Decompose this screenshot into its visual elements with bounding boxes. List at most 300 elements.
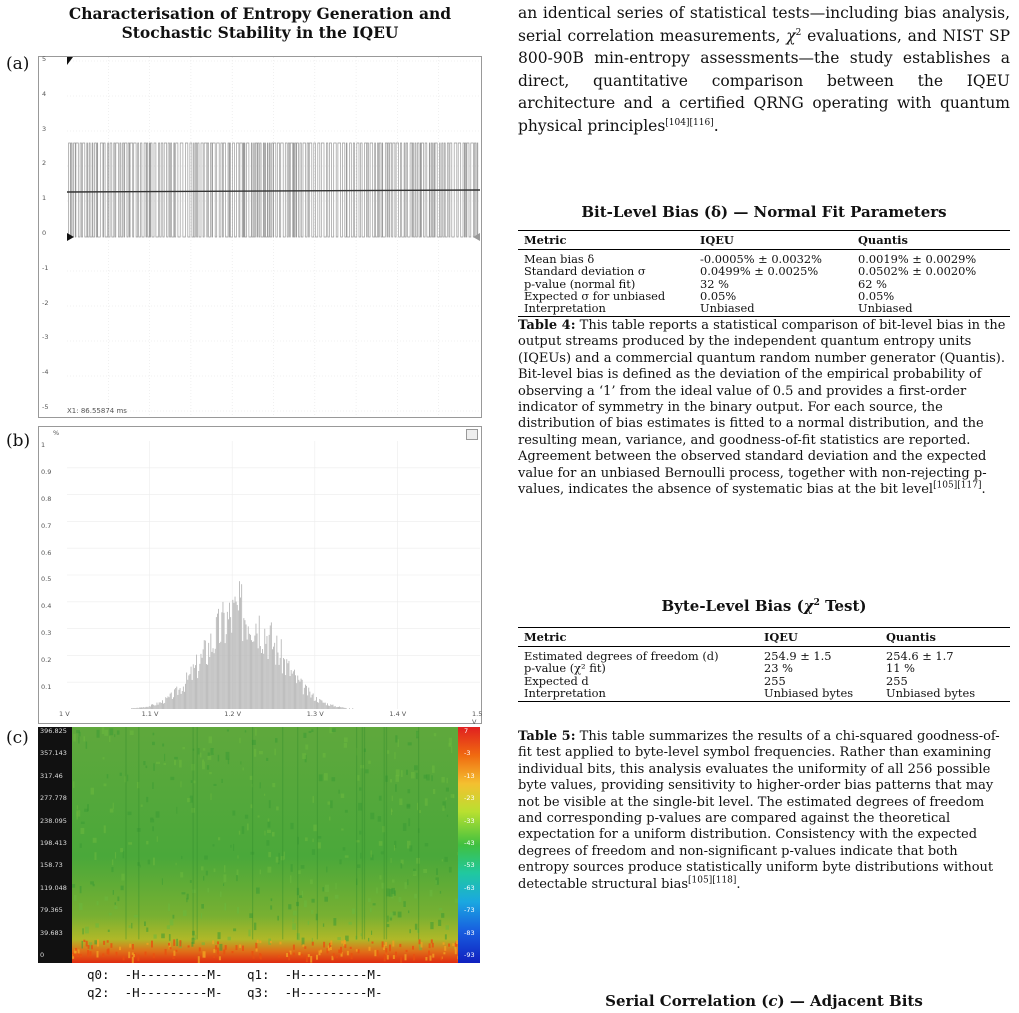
histogram-bar: [147, 707, 148, 709]
spectrogram-cell: [120, 773, 122, 776]
histogram-bar: [318, 703, 319, 709]
spectrogram-low-band: [358, 949, 360, 953]
spectrogram-cell: [426, 774, 430, 780]
spectrogram-cell: [245, 730, 246, 732]
spectrogram-cell: [343, 847, 346, 850]
spectrogram-cell: [442, 806, 444, 811]
spectrogram-cell: [305, 837, 308, 841]
caption-label: Table 5:: [518, 729, 576, 744]
histogram-bar: [214, 653, 215, 709]
spectrogram-cell: [276, 857, 279, 863]
table5-header: Metric: [518, 628, 758, 647]
spectrogram-cell: [207, 888, 209, 893]
histogram-bar: [261, 653, 262, 709]
spectrogram-cell: [335, 895, 339, 899]
histogram-bar: [188, 675, 189, 709]
spectrogram-cell: [198, 748, 200, 755]
spectrogram-cell: [203, 748, 206, 751]
spectrogram-cell: [403, 823, 407, 831]
histogram-bar: [269, 635, 270, 709]
spectrogram-cell: [409, 929, 411, 933]
spectrogram-cell: [219, 944, 222, 951]
spectrogram-cell: [272, 783, 275, 787]
panel-label-b: (b): [6, 431, 31, 451]
histogram-bar: [232, 600, 233, 709]
spectrogram-cell: [221, 779, 222, 783]
histogram-bar: [234, 603, 235, 709]
qubit-line-q0: [87, 967, 222, 982]
histogram-bar: [177, 695, 178, 709]
spectrogram-low-band: [173, 951, 175, 956]
spectrogram-low-band: [444, 946, 446, 951]
spectrogram-cell: [309, 731, 312, 733]
spectrogram-column: [384, 727, 385, 939]
histogram-bar: [176, 687, 177, 709]
colorbar-tick-label: -23: [464, 794, 475, 803]
histogram-bar: [132, 708, 133, 709]
histogram-bar: [144, 708, 145, 709]
spectrogram-column: [356, 727, 357, 939]
histogram-bar: [287, 663, 288, 709]
spectrogram-cell: [395, 735, 397, 742]
spectrogram-low-band: [336, 956, 338, 958]
histogram-bar: [270, 626, 271, 709]
spectrogram-low-band: [217, 941, 219, 944]
colorbar-tick-label: -73: [464, 906, 475, 915]
histogram-bar: [149, 706, 150, 709]
spectrogram-cell: [326, 867, 327, 873]
spectrogram-low-band: [239, 945, 241, 948]
spectrogram-cell: [72, 884, 75, 888]
spectrogram-low-band: [351, 953, 353, 959]
histogram-bar: [213, 648, 214, 709]
spectrogram-cell: [445, 798, 447, 800]
histogram-bar: [305, 685, 306, 709]
spectrogram-column: [197, 727, 198, 939]
spectrogram-cell: [228, 937, 231, 941]
y-tick-label: 0: [40, 951, 45, 959]
spectrogram-low-band: [253, 956, 255, 959]
spectrogram-low-band: [145, 952, 147, 957]
histogram-bar: [137, 708, 138, 709]
y-tick-label: 0.4: [41, 602, 52, 611]
spectrogram-cell: [291, 864, 293, 872]
spectrogram-low-band: [133, 954, 135, 957]
histogram-bar: [308, 688, 309, 709]
histogram-bar: [207, 665, 208, 709]
histogram-bar: [259, 616, 260, 709]
spectrogram-cell: [182, 747, 185, 749]
spectrogram-cell: [245, 815, 248, 819]
spectrogram-cell: [179, 760, 182, 768]
spectrogram-low-band: [306, 956, 308, 962]
spectrogram-cell: [442, 859, 443, 861]
spectrogram-cell: [379, 796, 382, 801]
histogram-bar: [278, 653, 279, 709]
y-tick-label: 0.2: [41, 656, 52, 665]
y-tick-label: 0.7: [41, 521, 52, 530]
spectrogram-cell: [113, 803, 114, 809]
spectrogram-cell: [310, 879, 313, 884]
spectrogram-low-band: [259, 953, 261, 958]
histogram-bar: [284, 659, 285, 709]
spectrogram-cell: [276, 806, 279, 810]
table-cell: Unbiased: [694, 302, 852, 317]
table-cell: 255: [886, 673, 908, 688]
spectrogram-cell: [128, 812, 132, 816]
spectrogram-low-band: [382, 941, 384, 947]
histogram-bar: [309, 692, 310, 709]
spectrogram-low-band: [137, 955, 139, 961]
table-cell: 32 %: [700, 276, 729, 291]
histogram-bar: [170, 694, 171, 709]
spectrogram-low-band: [405, 954, 407, 960]
spectrogram-cell: [224, 865, 225, 872]
colorbar-tick-label: -43: [464, 839, 475, 847]
spectrogram-cell: [239, 831, 240, 835]
spectrogram-low-band: [215, 945, 217, 949]
spectrogram-cell: [268, 821, 271, 827]
table-cell: Expected d: [524, 673, 589, 688]
spectrogram-cell: [432, 765, 435, 773]
spectrogram-cell: [352, 908, 355, 914]
spectrogram-cell: [259, 751, 263, 754]
table-row: [518, 662, 1010, 674]
spectrogram-cell: [398, 739, 399, 747]
histogram-bar: [317, 702, 318, 709]
table-cell: 0.0499% ± 0.0025%: [700, 264, 819, 279]
spectrogram-cell: [87, 804, 89, 811]
histogram-bar: [338, 707, 339, 709]
spectrogram-cell: [80, 843, 82, 848]
colorbar-tick-label: -63: [464, 883, 475, 892]
spectrogram-low-band: [280, 942, 282, 945]
spectrogram-low-band: [372, 942, 374, 944]
histogram-bar: [204, 640, 205, 709]
histogram-bar: [136, 708, 137, 709]
histogram-bar: [217, 614, 218, 709]
qubit-pattern: -H---------M-: [124, 985, 223, 1000]
spectrogram-low-band: [212, 940, 214, 944]
spectrogram-cell: [392, 796, 393, 801]
histogram-bar: [140, 708, 141, 709]
spectrogram-cell: [401, 770, 403, 777]
spectrogram-cell: [275, 738, 278, 743]
histogram-bar: [345, 708, 346, 709]
histogram-bar: [180, 688, 181, 709]
spectrogram-cell: [318, 836, 322, 839]
spectrogram-low-band: [128, 952, 130, 958]
histogram-bar: [344, 708, 345, 709]
table-row: [518, 675, 1010, 687]
spectrogram-low-band: [198, 956, 200, 963]
histogram-bar: [181, 694, 182, 709]
table5: [518, 627, 1010, 702]
spectrogram-cell: [391, 808, 392, 815]
intro-refs[interactable]: [104][116]: [665, 117, 714, 128]
histogram-bar: [227, 612, 228, 709]
spectrogram-cell: [190, 880, 192, 883]
histogram-bar: [171, 693, 172, 709]
table6-title: Serial Correlation (c) — Adjacent Bits: [605, 992, 923, 1010]
magnifier-icon[interactable]: [466, 429, 478, 440]
qubit-line-q2: [87, 985, 222, 1000]
spectrogram-low-band: [302, 944, 304, 947]
histogram-bar: [256, 624, 257, 709]
spectrogram-low-band: [443, 942, 445, 945]
table-cell: p-value (χ² fit): [524, 661, 606, 676]
histogram-bar: [295, 675, 296, 709]
histogram-bar: [267, 636, 268, 709]
spectrogram-cell: [162, 744, 164, 747]
spectrogram-low-band: [330, 940, 332, 945]
histogram-bar: [208, 643, 209, 709]
histogram-bar: [226, 634, 227, 709]
spectrogram-low-band: [319, 951, 321, 956]
spectrogram-cell: [109, 728, 113, 735]
spectrogram-cell: [414, 765, 418, 770]
histogram-bar: [328, 706, 329, 709]
histogram-bar: [229, 603, 230, 709]
spectrogram-cell: [218, 755, 219, 762]
spectrogram-cell: [337, 937, 341, 940]
spectrogram-cell: [129, 925, 131, 928]
cursor-readout: X1: 86.55874 ms: [67, 407, 127, 415]
spectrogram-column: [193, 727, 194, 939]
spectrogram-cell: [391, 858, 392, 863]
spectrogram-cell: [449, 743, 452, 747]
histogram-bar: [199, 664, 200, 709]
spectrogram-cell: [191, 942, 193, 947]
spectrogram-low-band: [87, 950, 89, 957]
histogram-bar: [336, 707, 337, 709]
spectrogram-cell: [264, 794, 265, 796]
histogram-bar: [319, 699, 320, 709]
caption-text: This table summarizes the results of a chi-squared goodness-of-fit test applied to byte-level symbol frequencies. Rather than examining individual bits, this analysis evaluates the uniformity of all 256 possible byte values, providing sensitivity to higher-order bias patterns that may not be visible at the single-bit level. The estimated degrees of freedom and corresponding p-values are compared against the theoretical expectation for a uniform distribution. Consistency with the expected degrees of freedom and non-significant p-values indicate that both entropy sources produce statistically uniform byte distributions without detectable structural bias: [518, 729, 1000, 892]
spectrogram-low-band: [219, 956, 221, 960]
spectrogram-cell: [82, 928, 84, 934]
spectrogram-low-band: [259, 941, 261, 944]
spectrogram-low-band: [257, 940, 259, 944]
spectrogram-cell: [104, 825, 106, 833]
spectrogram-cell: [144, 922, 146, 927]
histogram-bar: [154, 706, 155, 709]
histogram-bar: [346, 708, 347, 709]
spectrogram-low-band: [288, 956, 290, 961]
histogram-bar: [239, 581, 240, 709]
spectrogram-low-band: [369, 947, 371, 951]
y-tick-label: 5: [42, 55, 47, 63]
histogram-bar: [186, 673, 187, 709]
chi-symbol: χ: [786, 26, 796, 45]
table-cell: Standard deviation σ: [524, 264, 646, 279]
colorbar-tick-label: -3: [464, 749, 471, 758]
histogram-bar: [148, 707, 149, 709]
table5-header: Quantis: [880, 628, 1010, 647]
histogram-bar: [187, 680, 188, 709]
spectrogram-cell: [328, 801, 331, 804]
histogram-bar: [324, 703, 325, 709]
histogram-bar: [304, 688, 305, 709]
y-tick-label: 0.5: [41, 575, 52, 584]
histogram-bar: [163, 704, 164, 709]
histogram-bar: [173, 697, 174, 709]
spectrogram-cell: [152, 826, 154, 831]
spectrogram-cell: [117, 730, 120, 734]
spectrogram-cell: [114, 734, 115, 737]
spectrogram-cell: [202, 942, 205, 945]
histogram-bar: [300, 682, 301, 709]
spectrogram-low-band: [421, 942, 423, 947]
spectrogram-column: [282, 727, 283, 939]
spectrogram-cell: [368, 898, 371, 902]
spectrogram-cell: [324, 897, 328, 902]
histogram-bar: [314, 701, 315, 709]
spectrogram-cell: [339, 859, 341, 864]
spectrogram-cell: [150, 819, 154, 823]
table-cell: Mean bias δ: [524, 252, 595, 267]
histogram-bar: [218, 609, 219, 709]
colorbar-tick-label: -83: [464, 928, 475, 937]
histogram-bars: [67, 441, 480, 709]
histogram-bar: [202, 658, 203, 709]
histogram-bar: [219, 643, 220, 709]
spectrogram-cell: [73, 734, 76, 742]
spectrogram-low-band: [173, 939, 175, 946]
spectrogram-low-band: [168, 943, 170, 946]
histogram-y-axis: [39, 427, 67, 723]
spectrogram-cell: [176, 863, 177, 866]
spectrogram-cell: [312, 849, 315, 855]
histogram-bar: [285, 675, 286, 709]
spectrogram-low-band: [432, 943, 434, 948]
spectrogram-cell: [112, 859, 113, 865]
spectrogram-cell: [210, 793, 211, 800]
histogram-bar: [209, 657, 210, 709]
spectrogram-cell: [336, 883, 337, 889]
spectrogram-cell: [169, 934, 171, 941]
spectrogram-cell: [446, 788, 449, 792]
spectrogram-low-band: [256, 948, 258, 951]
spectrogram-cell: [445, 934, 447, 939]
spectrogram-cell: [373, 903, 376, 905]
spectrogram-cell: [209, 772, 212, 774]
spectrogram-low-band: [255, 943, 257, 949]
spectrogram-cell: [170, 777, 174, 780]
histogram-bar: [243, 618, 244, 709]
y-tick-label: 1: [41, 441, 46, 449]
histogram-bar: [323, 703, 324, 709]
spectrogram-low-band: [223, 950, 225, 955]
spectrogram-cell: [299, 895, 302, 898]
spectrogram-cell: [109, 913, 112, 916]
histogram-bar: [326, 705, 327, 709]
histogram-bar: [331, 705, 332, 709]
histogram-bar: [197, 678, 198, 709]
spectrogram-cell: [378, 816, 381, 822]
spectrogram-cell: [167, 925, 170, 929]
histogram-bar: [298, 680, 299, 709]
spectrogram-cell: [323, 753, 326, 758]
spectrogram-cell: [233, 844, 234, 851]
spectrogram-cell: [192, 890, 196, 893]
histogram-bar: [183, 687, 184, 709]
spectrogram-cell: [115, 902, 117, 904]
spectrogram-low-band: [304, 946, 306, 949]
spectrogram-cell: [370, 813, 374, 820]
spectrogram-cell: [77, 805, 78, 809]
histogram-bar: [151, 705, 152, 709]
spectrogram-low-band: [78, 950, 80, 954]
histogram-bar: [236, 602, 237, 709]
spectrogram-cell: [341, 829, 343, 831]
x-tick-label: 1.1 V: [141, 710, 159, 718]
intro-paragraph: an identical series of statistical tests—including bias analysis, serial correlation measurements, $\chi^2$ evaluations, and NIST SP 800-90B min-entropy assessments—the study establishes a direct, quantitative comparison between the IQEU architecture and a certified QRNG operating with quantum physical principles[104][116].: [518, 4, 1010, 135]
spectrogram-cell: [345, 810, 348, 813]
y-tick-label: 238.095: [40, 816, 67, 825]
spectrogram-cell: [141, 805, 143, 807]
spectrogram-cell: [170, 919, 174, 925]
spectrogram-cell: [121, 874, 124, 881]
spectrogram-cell: [344, 743, 347, 748]
spectrogram-low-band: [188, 945, 190, 947]
spectrogram-y-axis: [38, 727, 72, 963]
spectrogram-cell: [237, 907, 239, 914]
spectrogram-cell: [302, 753, 306, 759]
spectrogram-cell: [146, 766, 148, 769]
table5-title: Byte-Level Bias ($\chi^2$ Test): [661, 597, 867, 615]
histogram-bar: [231, 633, 232, 709]
table4-title: Bit-Level Bias (δ) — Normal Fit Parameters: [581, 203, 947, 221]
spectrogram-cell: [214, 784, 217, 786]
histogram-bar: [165, 697, 166, 709]
caption-refs[interactable]: [105][118]: [688, 875, 737, 886]
histogram-bar: [169, 697, 170, 709]
histogram-bar: [274, 643, 275, 709]
spectrogram-cell: [290, 875, 292, 883]
spectrogram-cell: [74, 895, 77, 901]
spectrogram-cell: [254, 923, 256, 931]
spectrogram-cell: [433, 789, 435, 794]
histogram-bar: [184, 692, 185, 709]
table-row: [518, 250, 1010, 266]
y-tick-label: 0: [42, 229, 47, 237]
caption-refs[interactable]: [105][117]: [933, 480, 982, 491]
spectrogram-cell: [164, 754, 165, 761]
table-row: [518, 278, 1010, 290]
histogram-bar: [293, 671, 294, 709]
y-tick-label: 0.3: [41, 629, 52, 638]
histogram-bar: [238, 610, 239, 709]
spectrogram-cell: [392, 879, 395, 882]
table-row: [518, 302, 1010, 317]
spectrogram-cell: [345, 855, 349, 858]
spectrogram-cell: [111, 867, 113, 872]
spectrogram-cell: [104, 730, 108, 736]
spectrogram-cell: [162, 878, 163, 885]
spectrogram-cell: [409, 845, 412, 851]
spectrogram-cell: [236, 875, 238, 881]
spectrogram-low-band: [440, 957, 442, 961]
spectrogram-cell: [237, 855, 238, 858]
histogram-bar: [242, 641, 243, 709]
qubit-line-q1: [247, 967, 382, 982]
spectrogram-cell: [447, 778, 448, 784]
x-tick-label: 1 V: [59, 710, 70, 718]
spectrogram-cell: [266, 758, 268, 761]
histogram-bar: [175, 688, 176, 709]
table-cell: 0.05%: [700, 288, 737, 303]
